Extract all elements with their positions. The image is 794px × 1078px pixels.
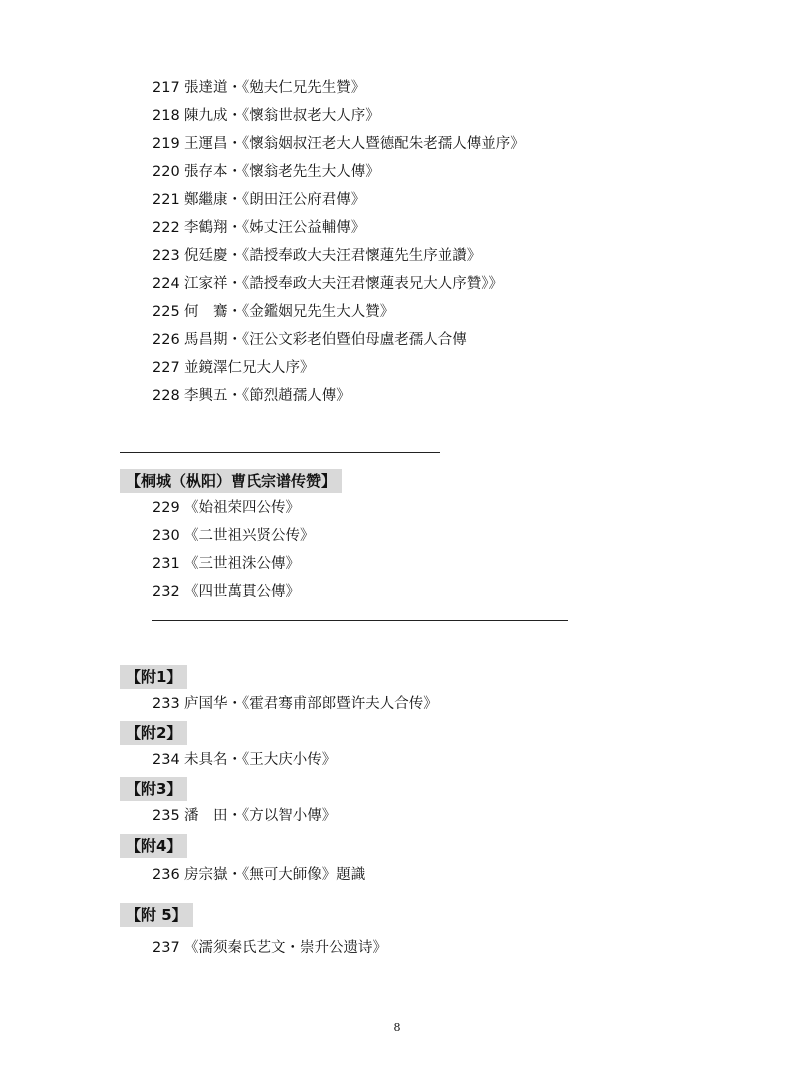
appendix-label-1: 【附1】 bbox=[120, 665, 187, 689]
section-divider bbox=[120, 452, 440, 453]
list-item: 220 張存本・《懷翁老先生大人傳》 bbox=[152, 164, 380, 180]
list-item: 225 何 鶱・《金鑑姻兄先生大人贊》 bbox=[152, 304, 395, 320]
list-item: 217 張達道・《勉夫仁兄先生贊》 bbox=[152, 80, 366, 96]
list-item: 224 江家祥・《誥授奉政大夫汪君懷蓮表兄大人序贊》》 bbox=[152, 276, 503, 292]
list-item: 231 《三世祖洙公傳》 bbox=[152, 556, 300, 572]
page-number: 8 bbox=[393, 1021, 401, 1034]
list-item: 236 房宗嶽・《無可大師像》題識 bbox=[152, 867, 366, 883]
list-item: 234 未具名・《王大庆小传》 bbox=[152, 752, 337, 768]
list-item: 227 並鏡澤仁兄大人序》 bbox=[152, 360, 315, 376]
appendix-label-2: 【附2】 bbox=[120, 721, 187, 745]
list-item: 230 《二世祖兴贤公传》 bbox=[152, 528, 315, 544]
list-item: 223 倪廷慶・《誥授奉政大夫汪君懷蓮先生序並讚》 bbox=[152, 248, 482, 264]
list-item: 232 《四世萬貫公傳》 bbox=[152, 584, 300, 600]
list-item: 237 《濡须秦氏艺文・崇升公遗诗》 bbox=[152, 940, 387, 956]
list-item: 235 潘 田・《方以智小傳》 bbox=[152, 808, 337, 824]
list-item: 228 李興五・《節烈趙孺人傳》 bbox=[152, 388, 351, 404]
list-item: 233 庐国华・《霍君骞甫部郎暨许夫人合传》 bbox=[152, 696, 438, 712]
section-divider bbox=[152, 620, 568, 621]
list-item: 226 馬昌期・《汪公文彩老伯暨伯母盧老孺人合傳 bbox=[152, 332, 467, 348]
section-header-cao: 【桐城（枞阳）曹氏宗谱传赞】 bbox=[120, 469, 342, 493]
list-item: 221 鄭繼康・《朗田汪公府君傳》 bbox=[152, 192, 366, 208]
appendix-label-3: 【附3】 bbox=[120, 777, 187, 801]
appendix-label-4: 【附4】 bbox=[120, 834, 187, 858]
list-item: 229 《始祖荣四公传》 bbox=[152, 500, 300, 516]
list-item: 222 李鶴翔・《姊丈汪公益輔傳》 bbox=[152, 220, 366, 236]
appendix-label-5: 【附 5】 bbox=[120, 903, 193, 927]
list-item: 219 王運昌・《懷翁姻叔汪老大人暨德配朱老孺人傳並序》 bbox=[152, 136, 525, 152]
list-item: 218 陳九成・《懷翁世叔老大人序》 bbox=[152, 108, 380, 124]
